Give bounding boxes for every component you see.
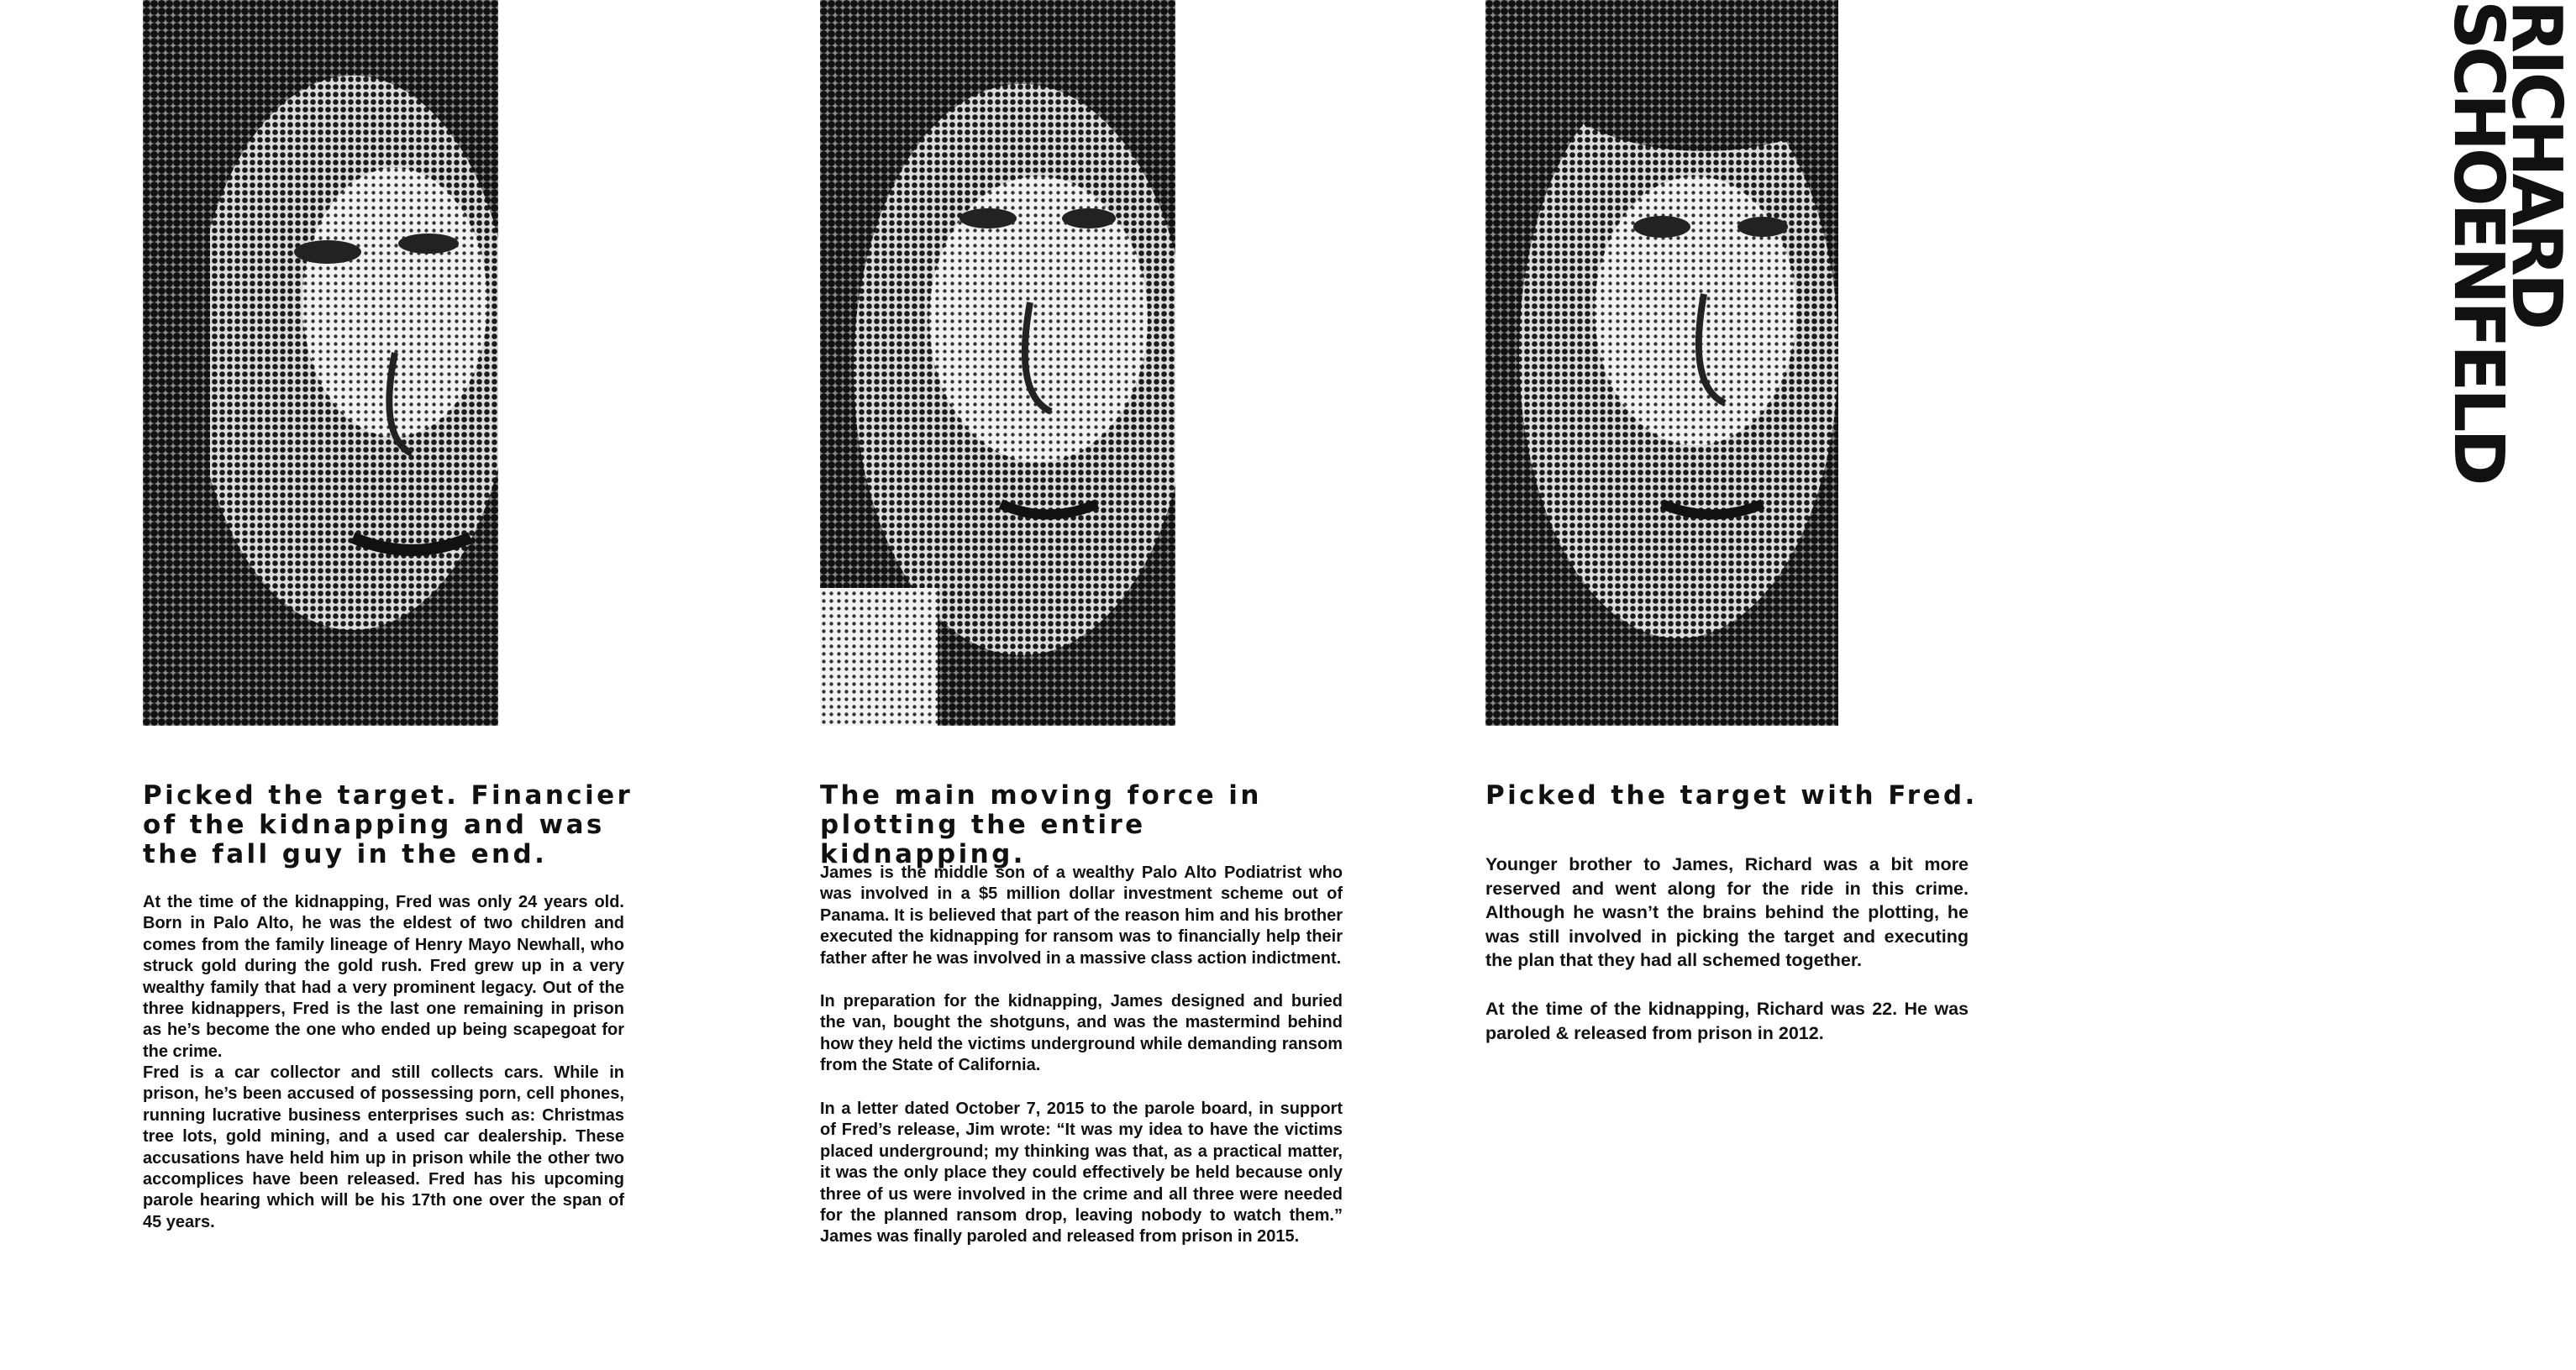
profile-paragraph: In a letter dated October 7, 2015 to the parole board, in support of Fred’s release, Jim wrote: “It was my idea to have the victims placed underground; my thinking was that, as a practical matter, it was the only place they could effectively be held because only three of us were involved in the crime and all three were needed for the planned ransom drop, leaving nobody to watch them.” James was finally paroled and released from prison in 2015. — [820, 1100, 1343, 1247]
portrait-richard — [1485, 0, 1838, 726]
profile-headline: Picked the target with Fred. — [1485, 780, 1978, 811]
profile-headline: The main moving force in plotting the entire kidnapping. — [820, 780, 1262, 869]
name-band-james — [1175, 0, 1301, 726]
profile-paragraph: Fred is a car collector and still collects cars. While in prison, he’s been accused of possessing porn, cell phones, running lucrative business enterprises such as: Christmas tree lots, gold mining, and a used car dealership. These accusations have held him up in prison while the other two accomplices have been released. Fred has his upcoming parole hearing which will be his 17th one over the span of 45 years. — [143, 1063, 624, 1231]
portrait-james — [820, 0, 1175, 726]
profile-paragraph: At the time of the kidnapping, Richard was 22. He was paroled & released from prison in 2012. — [1485, 999, 1969, 1043]
name-last: SCHOENFELD — [2438, 0, 2519, 483]
profile-paragraph: In preparation for the kidnapping, James designed and buried the van, bought the shotguns, and was the mastermind behind how they held the victims underground while demanding ransom from the State of California. — [820, 992, 1343, 1075]
profile-paragraph: At the time of the kidnapping, Fred was only 24 years old. Born in Palo Alto, he was the eldest of two children and comes from the family lineage of Henry Mayo Newhall, who struck gold during the gold rush. Fred grew up in a very wealthy family that had a very prominent legacy. Out of the three kidnappers, Fred is the last one remaining in prison as he’s become the one who ended up being scapegoat for the crime. — [143, 893, 624, 1061]
name-band-fredrick — [498, 0, 624, 726]
profile-name — [1838, 0, 2576, 726]
profile-paragraph: Younger brother to James, Richard was a bit more reserved and went along for the ride in this crime. Although he wasn’t the brains behind the plotting, he was still involved in picking the target and executing the plan that they had all schemed together. — [1485, 854, 1969, 970]
portrait-fredrick — [143, 0, 498, 726]
profile-paragraph: James is the middle son of a wealthy Palo Alto Podiatrist who was involved in a $5 million dollar investment scheme out of Panama. It is believed that part of the reason him and his brother executed the kidnapping for ransom was to financially help their father after he was involved in a massive class action indictment. — [820, 863, 1343, 968]
profile-headline: Picked the target. Financier of the kidnapping and was the fall guy in the end. — [143, 780, 633, 869]
name-first: RICHARD — [2496, 0, 2576, 328]
name-band-richard — [1838, 0, 2576, 726]
